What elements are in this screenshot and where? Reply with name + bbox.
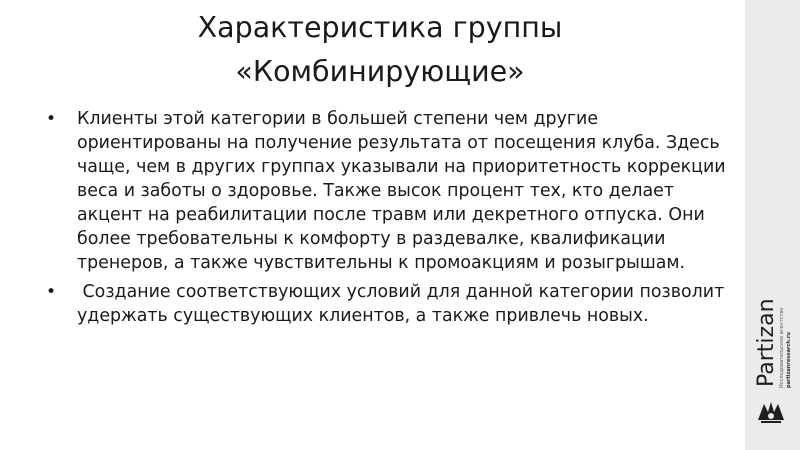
brand-name: Partizan — [754, 298, 779, 387]
bullet-item — [44, 280, 744, 328]
partizan-logo-icon — [755, 396, 787, 424]
brand-block — [745, 300, 800, 450]
brand-url: partizanresearch.ru — [786, 332, 792, 388]
slide-title — [60, 6, 700, 94]
bullet-item — [44, 107, 744, 275]
bullet-dot-icon: • — [46, 282, 57, 302]
slide-title-line-2: «Комбинирующие» — [235, 55, 525, 88]
brand-sidebar — [745, 0, 800, 450]
brand-tagline: Исследовательское агентство — [779, 307, 785, 388]
slide-title-line-1: Характеристика группы — [197, 11, 563, 44]
bullet-dot-icon: • — [46, 109, 57, 129]
bullet-text: Создание соответствующих условий для данной категории позволит удержать существующих клиентов, а также привлечь новых. — [77, 282, 730, 326]
bullet-text: Клиенты этой категории в большей степени чем другие ориентированы на получение результата от посещения клуба. Здесь чаще, чем в других группах указывали на приоритетность коррекции веса и заботы о здоровье. Также высок процент тех, кто делает акцент на реабилитации после травм или декретного отпуска. Они более требовательны к комфорту в раздевалке, квалификации тренеров, а также чувствительны к промоакциям и розыгрышам. — [77, 109, 726, 273]
bullet-list — [44, 107, 744, 328]
